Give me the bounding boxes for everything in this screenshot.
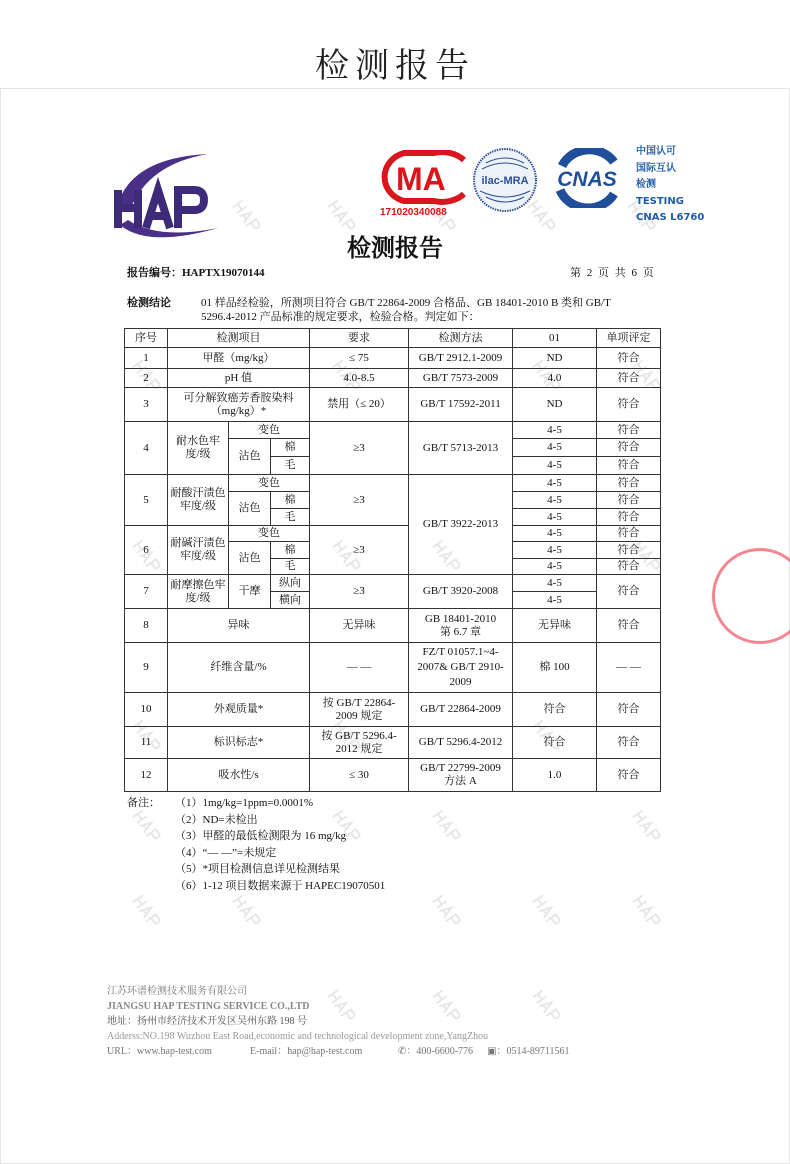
fax-number: ：0514-89711561 <box>496 1046 570 1057</box>
cell: 1 <box>125 348 168 369</box>
cell: 异味 <box>168 609 310 643</box>
note-item: （1）1mg/kg=1ppm=0.0001% <box>175 797 313 809</box>
cell: 符合 <box>597 422 661 439</box>
cell: 变色 <box>229 526 310 542</box>
header-cell: 检测方法 <box>409 329 513 348</box>
cell: 纤维含量/% <box>168 643 310 693</box>
cell: 毛 <box>271 457 310 475</box>
cell: — — <box>597 643 661 693</box>
cnas-text-line: 国际互认 <box>636 162 676 174</box>
header-cell: 单项评定 <box>597 329 661 348</box>
cell: 符合 <box>597 492 661 509</box>
results-table <box>124 328 661 792</box>
cell: GB/T 17592-2011 <box>409 388 513 422</box>
cell: 横向 <box>271 592 310 609</box>
page-indicator: 第 2 页 共 6 页 <box>570 267 654 279</box>
cell: 符合 <box>597 457 661 475</box>
cell: GB/T 22864-2009 <box>409 693 513 727</box>
cell: ≥3 <box>310 526 409 575</box>
cell: 符合 <box>597 439 661 457</box>
cell: 按 GB/T 5296.4-2012 规定 <box>310 727 409 759</box>
cell: 5 <box>125 475 168 526</box>
note-item: （5）*项目检测信息详见检测结果 <box>175 863 340 875</box>
cell: 无异味 <box>310 609 409 643</box>
conclusion-text: 5296.4-2012 产品标准的规定要求，检验合格。判定如下： <box>201 311 480 323</box>
cell: pH 值 <box>168 369 310 388</box>
table-row <box>125 526 661 542</box>
cell: GB 18401-2010 第 6.7 章 <box>409 609 513 643</box>
website-link[interactable]: URL：www.hap-test.com <box>107 1046 212 1057</box>
cell: 符合 <box>597 348 661 369</box>
document-title: 检测报告 <box>347 234 443 262</box>
cell: 变色 <box>229 475 310 492</box>
cell: 棉 100 <box>513 643 597 693</box>
cell: ≥3 <box>310 422 409 475</box>
cell: 3 <box>125 388 168 422</box>
cell: 符合 <box>597 559 661 575</box>
cell: 棉 <box>271 492 310 509</box>
cell: 6 <box>125 526 168 575</box>
note-item: （4）“— —”=未规定 <box>175 846 277 859</box>
note-item: （2）ND=未检出 <box>175 813 258 826</box>
cell: 4-5 <box>513 592 597 609</box>
cell: 耐酸汗渍色牢度/级 <box>168 475 229 526</box>
cell: GB/T 5296.4-2012 <box>409 727 513 759</box>
cell: 沾色 <box>229 439 271 475</box>
cell: 棉 <box>271 542 310 559</box>
test-conclusion <box>124 296 684 324</box>
cell: 沾色 <box>229 542 271 575</box>
cell: 符合 <box>597 388 661 422</box>
cell: 2 <box>125 369 168 388</box>
cnas-text-line: TESTING <box>636 195 684 207</box>
cell: 9 <box>125 643 168 693</box>
cell: 符合 <box>597 759 661 792</box>
cell: 符合 <box>597 575 661 609</box>
cell: 4-5 <box>513 509 597 526</box>
note-item: （3）甲醛的最低检测限为 16 mg/kg <box>175 830 347 842</box>
cell: 符合 <box>513 727 597 759</box>
table-row <box>125 388 661 422</box>
company-name-en: JIANGSU HAP TESTING SERVICE CO.,LTD <box>107 1001 310 1012</box>
cell: GB/T 5713-2013 <box>409 422 513 475</box>
cell: GB/T 7573-2009 <box>409 369 513 388</box>
table-row <box>125 575 661 592</box>
table-row <box>125 727 661 759</box>
table-row <box>125 643 661 693</box>
header-cell: 检测项目 <box>168 329 310 348</box>
cell: 沾色 <box>229 492 271 526</box>
cell: 1.0 <box>513 759 597 792</box>
cell: 符合 <box>597 369 661 388</box>
cnas-text-line: 检测 <box>636 179 656 190</box>
cell: 干摩 <box>229 575 271 609</box>
cell: 纵向 <box>271 575 310 592</box>
email-link[interactable]: E-mail：hap@hap-test.com <box>250 1046 363 1057</box>
cell: 符合 <box>597 693 661 727</box>
cell: 8 <box>125 609 168 643</box>
cell: 耐摩擦色牢度/级 <box>168 575 229 609</box>
header-cell: 要求 <box>310 329 409 348</box>
cell: 10 <box>125 693 168 727</box>
cell: ≥3 <box>310 575 409 609</box>
cnas-text-line: CNAS L6760 <box>636 212 705 223</box>
cell: FZ/T 01057.1~4-2007& GB/T 2910-2009 <box>409 643 513 693</box>
report-body <box>124 296 684 894</box>
cell: 4-5 <box>513 542 597 559</box>
cell: 符合 <box>597 526 661 542</box>
cma-number: 171020340088 <box>380 207 447 218</box>
fax-icon: ▣ <box>487 1046 497 1057</box>
cell: 耐水色牢度/级 <box>168 422 229 475</box>
cell: 符合 <box>513 693 597 727</box>
cell: 无异味 <box>513 609 597 643</box>
cell: GB/T 3922-2013 <box>409 475 513 575</box>
cell: 耐碱汗渍色牢度/级 <box>168 526 229 575</box>
cell: GB/T 2912.1-2009 <box>409 348 513 369</box>
cell: 4-5 <box>513 475 597 492</box>
phone-icon: ✆ <box>398 1046 407 1057</box>
svg-text:CNAS: CNAS <box>557 168 617 191</box>
cell: GB/T 3920-2008 <box>409 575 513 609</box>
cnas-accreditation-text <box>636 144 704 227</box>
header-cell: 序号 <box>125 329 168 348</box>
cma-logo <box>374 150 474 206</box>
cell: 符合 <box>597 609 661 643</box>
cnas-text-line: 中国认可 <box>636 146 676 157</box>
cell: ≥3 <box>310 475 409 526</box>
cnas-logo <box>548 148 626 208</box>
notes-label: 备注： <box>127 797 160 809</box>
cell: 标识标志* <box>168 727 310 759</box>
table-row <box>125 422 661 439</box>
cell: 符合 <box>597 475 661 492</box>
cell: — — <box>310 643 409 693</box>
page-title: 检测报告 <box>315 46 475 86</box>
cell: ≤ 30 <box>310 759 409 792</box>
cell: 4.0-8.5 <box>310 369 409 388</box>
cell: 12 <box>125 759 168 792</box>
cell: 11 <box>125 727 168 759</box>
cell: 符合 <box>597 727 661 759</box>
address-en: Adderss:NO.198 Wuzhou East Road,economic and technological development zone,YangZhou <box>107 1031 489 1042</box>
header-cell: 01 <box>513 329 597 348</box>
cell: 毛 <box>271 509 310 526</box>
cell: 4-5 <box>513 526 597 542</box>
cell: 4.0 <box>513 369 597 388</box>
cell: 4-5 <box>513 575 597 592</box>
cell: 7 <box>125 575 168 609</box>
table-row <box>125 475 661 492</box>
cell: 按 GB/T 22864-2009 规定 <box>310 693 409 727</box>
cell: 4-5 <box>513 492 597 509</box>
cell: 吸水性/s <box>168 759 310 792</box>
cell: 甲醛（mg/kg） <box>168 348 310 369</box>
cell: 4-5 <box>513 559 597 575</box>
svg-text:MA: MA <box>396 161 446 197</box>
conclusion-text: 01 样品经检验，所测项目符合 GB/T 22864-2009 合格品、GB 18401-2010 B 类和 GB/T <box>201 297 611 309</box>
table-row <box>125 759 661 792</box>
cell: 4-5 <box>513 422 597 439</box>
cell: ≤ 75 <box>310 348 409 369</box>
cell: GB/T 22799-2009 方法 A <box>409 759 513 792</box>
cell: 4-5 <box>513 457 597 475</box>
cell: 可分解致癌芳香胺染料（mg/kg）* <box>168 388 310 422</box>
conclusion-label: 检测结论 <box>127 297 171 309</box>
cell: ND <box>513 388 597 422</box>
cell: 外观质量* <box>168 693 310 727</box>
note-item: （6）1-12 项目数据来源于 HAPEC19070501 <box>175 879 386 892</box>
table-row <box>125 369 661 388</box>
report-number: 报告编号：HAPTX19070144 <box>127 267 265 279</box>
address-cn: 地址：扬州市经济技术开发区吴州东路 198 号 <box>107 1016 307 1027</box>
cell: ND <box>513 348 597 369</box>
company-name-cn: 江苏环谱检测技术服务有限公司 <box>107 986 247 997</box>
table-header-row <box>125 329 661 348</box>
cell: 毛 <box>271 559 310 575</box>
notes <box>124 795 684 894</box>
footer <box>107 984 569 1059</box>
cell: 4-5 <box>513 439 597 457</box>
cell: 禁用（≤ 20） <box>310 388 409 422</box>
cell: 棉 <box>271 439 310 457</box>
cell: 符合 <box>597 509 661 526</box>
cell: 4 <box>125 422 168 475</box>
table-row <box>125 348 661 369</box>
ilac-mra-logo <box>472 147 538 213</box>
table-row <box>125 693 661 727</box>
cell: 变色 <box>229 422 310 439</box>
phone-number: ：400-6600-776 <box>406 1046 474 1057</box>
cell: 符合 <box>597 542 661 559</box>
svg-text:ilac-MRA: ilac-MRA <box>481 175 529 187</box>
table-row <box>125 609 661 643</box>
